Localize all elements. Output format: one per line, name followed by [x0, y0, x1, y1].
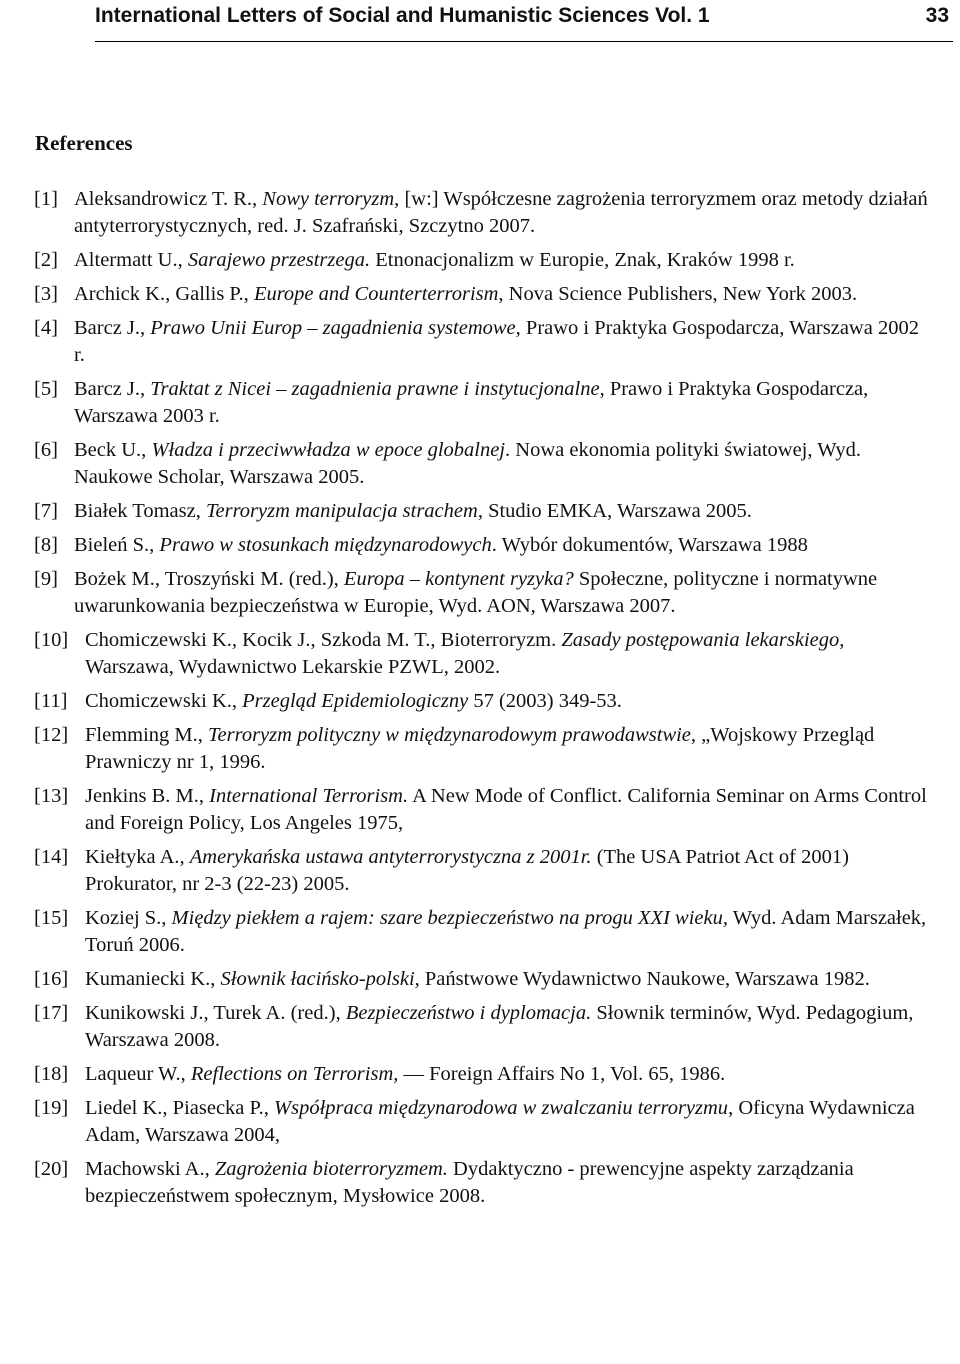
reference-title: Prawo Unii Europ – zagadnienia systemowe, — [150, 317, 521, 339]
reference-number: [2] — [34, 249, 58, 271]
reference-segment: , „Wojskowy Przegląd Prawniczy nr 1, 1996. — [85, 724, 875, 773]
reference-number: [3] — [34, 283, 58, 305]
reference-text — [34, 498, 934, 525]
reference-text — [34, 315, 934, 369]
reference-segment: , ― Foreign Affairs No 1, Vol. 65, 1986. — [393, 1063, 726, 1085]
reference-number: [16] — [34, 968, 69, 990]
reference-segment: . Nowa ekonomia polityki światowej, Wyd. Naukowe Scholar, Warszawa 2005. — [74, 439, 861, 488]
reference-segment: , Prawo i Praktyka Gospodarcza, Warszawa 2003 r. — [74, 378, 869, 427]
reference-segment: Wyd. Adam Marszałek, Toruń 2006. — [85, 907, 927, 956]
reference-item — [34, 498, 934, 525]
reference-title: International Terrorism. — [209, 785, 409, 807]
reference-number: [13] — [34, 785, 69, 807]
reference-segment: Chomiczewski K., — [85, 690, 243, 712]
reference-title: Władza i przeciwwładza w epoce globalnej — [151, 439, 506, 461]
reference-title: Przegląd Epidemiologiczny — [242, 690, 469, 712]
reference-segment: Beck U., — [74, 439, 152, 461]
reference-segment: Etnonacjonalizm w Europie, Znak, Kraków 1998 r. — [370, 249, 795, 271]
reference-title: Traktat z Nicei – zagadnienia prawne i instytucjonalne — [150, 378, 600, 400]
reference-item — [34, 1061, 934, 1088]
reference-segment: , Studio EMKA, Warszawa 2005. — [477, 500, 752, 522]
reference-number: [15] — [34, 907, 69, 929]
reference-segment: Warszawa, Wydawnictwo Lekarskie PZWL, 2002. — [85, 656, 501, 678]
reference-title: Sarajewo przestrzega. — [187, 249, 371, 271]
reference-item — [34, 1095, 934, 1149]
reference-text — [34, 532, 934, 559]
reference-segment: . Wybór dokumentów, Warszawa 1988 — [491, 534, 808, 556]
reference-item — [34, 437, 934, 491]
page-number: 33 — [925, 4, 949, 27]
reference-title: Europe and Counterterrorism — [253, 283, 499, 305]
reference-text — [34, 247, 934, 274]
reference-number: [4] — [34, 317, 58, 339]
reference-title: Zagrożenia bioterroryzmem. — [214, 1158, 448, 1180]
reference-list — [34, 186, 934, 1217]
reference-text — [34, 1156, 934, 1210]
reference-number: [5] — [34, 378, 58, 400]
reference-number: [12] — [34, 724, 69, 746]
reference-segment: Jenkins B. M., — [85, 785, 210, 807]
reference-segment: Kumaniecki K., — [85, 968, 221, 990]
reference-item — [34, 532, 934, 559]
reference-segment: Aleksandrowicz T. R., — [74, 188, 263, 210]
reference-text — [34, 722, 934, 776]
reference-text — [34, 281, 934, 308]
reference-segment: Słownik terminów, Wyd. Pedagogium, Warszawa 2008. — [85, 1002, 914, 1051]
reference-segment: Kunikowski J., Turek A. (red.), — [85, 1002, 346, 1024]
reference-number: [14] — [34, 846, 69, 868]
reference-segment: (The USA Patriot Act of 2001) Prokurator, nr 2-3 (22-23) 2005. — [85, 846, 849, 895]
reference-segment: Bieleń S., — [74, 534, 160, 556]
running-header — [95, 0, 953, 30]
reference-segment: Prawo i Praktyka Gospodarcza, Warszawa 2002 r. — [74, 317, 919, 366]
reference-segment: Archick K., Gallis P., — [74, 283, 254, 305]
reference-segment: Państwowe Wydawnictwo Naukowe, Warszawa 1982. — [419, 968, 870, 990]
reference-number: [19] — [34, 1097, 69, 1119]
reference-text — [34, 844, 934, 898]
reference-item — [34, 688, 934, 715]
reference-item — [34, 376, 934, 430]
reference-item — [34, 281, 934, 308]
reference-text — [34, 186, 934, 240]
reference-segment: Bożek M., Troszyński M. (red.), — [74, 568, 344, 590]
reference-text — [34, 566, 934, 620]
reference-segment: Dydaktyczno - prewencyjne aspekty zarządzania bezpieczeństwem społecznym, Mysłowice 2008. — [85, 1158, 854, 1207]
reference-number: [18] — [34, 1063, 69, 1085]
reference-text — [34, 905, 934, 959]
reference-text — [34, 966, 934, 993]
journal-title: International Letters of Social and Humanistic Sciences Vol. 1 — [95, 4, 710, 27]
header-rule — [95, 41, 953, 42]
reference-segment: Barcz J., — [74, 378, 151, 400]
reference-segment: , Oficyna Wydawnicza Adam, Warszawa 2004, — [85, 1097, 915, 1146]
reference-title: Zasady postępowania lekarskiego, — [561, 629, 845, 651]
reference-segment: [w:] Współczesne zagrożenia terroryzmem oraz metody działań antyterrorystycznych, red. J. Szafrański, Szczytno 2007. — [74, 188, 928, 237]
reference-item — [34, 315, 934, 369]
reference-item — [34, 627, 934, 681]
reference-segment: Altermatt U., — [74, 249, 188, 271]
reference-item — [34, 844, 934, 898]
reference-text — [34, 1061, 934, 1088]
reference-segment: Społeczne, polityczne i normatywne uwarunkowania bezpieczeństwa w Europie, Wyd. AON, Warszawa 2007. — [74, 568, 878, 617]
reference-segment: Liedel K., Piasecka P., — [85, 1097, 275, 1119]
reference-segment: , Nova Science Publishers, New York 2003. — [498, 283, 858, 305]
reference-item — [34, 566, 934, 620]
reference-title: Prawo w stosunkach międzynarodowych — [159, 534, 492, 556]
reference-title: Między piekłem a rajem: szare bezpieczeństwo na progu XXI wieku, — [171, 907, 728, 929]
reference-title: Terroryzm manipulacja strachem — [205, 500, 478, 522]
reference-number: [6] — [34, 439, 58, 461]
reference-number: [1] — [34, 188, 58, 210]
reference-text — [34, 376, 934, 430]
reference-text — [34, 783, 934, 837]
reference-segment: Flemming M., — [85, 724, 209, 746]
reference-item — [34, 1000, 934, 1054]
reference-item — [34, 722, 934, 776]
reference-item — [34, 247, 934, 274]
reference-number: [7] — [34, 500, 58, 522]
reference-number: [17] — [34, 1002, 69, 1024]
reference-item — [34, 905, 934, 959]
reference-title: Terroryzm polityczny w międzynarodowym prawodawstwie — [208, 724, 691, 746]
reference-item — [34, 783, 934, 837]
reference-title: Słownik łacińsko-polski, — [220, 968, 420, 990]
reference-title: Europa – kontynent ryzyka? — [343, 568, 574, 590]
reference-title: Nowy terroryzm, — [262, 188, 400, 210]
reference-item — [34, 1156, 934, 1210]
reference-text — [34, 1095, 934, 1149]
reference-number: [9] — [34, 568, 58, 590]
reference-segment: Białek Tomasz, — [74, 500, 206, 522]
reference-text — [34, 1000, 934, 1054]
reference-number: [20] — [34, 1158, 69, 1180]
reference-title: Amerykańska ustawa antyterrorystyczna z 2001r. — [189, 846, 592, 868]
reference-item — [34, 186, 934, 240]
reference-segment: Laqueur W., — [85, 1063, 191, 1085]
section-title: References — [35, 131, 133, 155]
reference-segment: A New Mode of Conflict. California Seminar on Arms Control and Foreign Policy, Los Angeles 1975, — [85, 785, 927, 834]
reference-segment: 57 (2003) 349-53. — [468, 690, 622, 712]
reference-text — [34, 688, 934, 715]
reference-number: [8] — [34, 534, 58, 556]
reference-title: Bezpieczeństwo i dyplomacja. — [345, 1002, 592, 1024]
reference-segment: Kiełtyka A., — [85, 846, 190, 868]
reference-number: [10] — [34, 629, 69, 651]
reference-item — [34, 966, 934, 993]
reference-text — [34, 627, 934, 681]
reference-segment: Chomiczewski K., Kocik J., Szkoda M. T., Bioterroryzm. — [85, 629, 562, 651]
reference-text — [34, 437, 934, 491]
reference-segment: Machowski A., — [85, 1158, 215, 1180]
reference-number: [11] — [34, 690, 68, 712]
reference-segment: Barcz J., — [74, 317, 151, 339]
reference-title: Reflections on Terrorism — [190, 1063, 394, 1085]
reference-title: Współpraca międzynarodowa w zwalczaniu terroryzmu — [274, 1097, 729, 1119]
reference-segment: Koziej S., — [85, 907, 172, 929]
